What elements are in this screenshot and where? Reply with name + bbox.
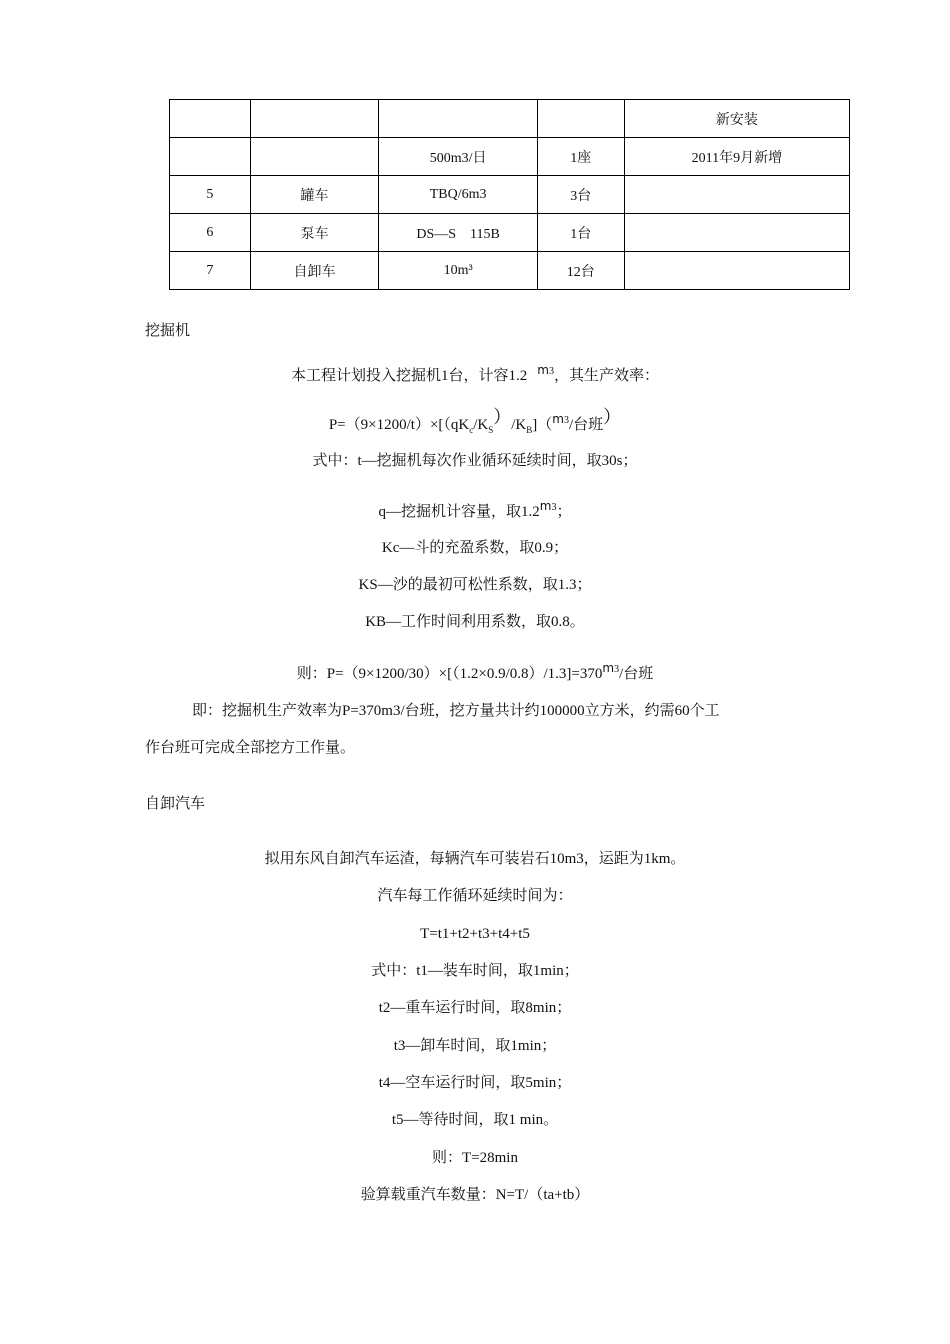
truck-formula: T=t1+t2+t3+t4+t5 [420,926,530,942]
truck-cycle-title: 汽车每工作循环延续时间为： [377,888,573,904]
table-cell-qty: 1台 [537,214,624,252]
table-cell-no: 7 [170,252,251,290]
table-cell-name: 泵车 [250,214,379,252]
truck-t4: t4—空车运行时间，取5min； [378,1075,572,1091]
formula-part: /K [511,417,527,433]
formula-sub: c [469,425,474,435]
table-cell-note: 新安装 [624,100,849,138]
table-row [170,100,850,138]
table-row [170,176,850,214]
truck-check: 验算载重汽车数量：N=T/（ta+tb） [360,1187,590,1203]
table-cell-qty: 3台 [537,176,624,214]
table-cell-qty: 1座 [537,138,624,176]
excavator-q [0,496,950,522]
table-row [170,252,850,290]
truck-t5: t5—等待时间，取1 min。 [391,1112,559,1128]
result-text: 则：P=（9×1200/30）×[（1.2×0.9/0.8）/1.3]=370 [296,666,603,682]
formula-paren: ） [493,407,512,427]
formula-sub: B [526,425,533,435]
formula-sub: S [488,425,494,435]
table-cell-note [624,214,849,252]
unit-m: m [539,499,552,513]
table-cell-note: 2011年9月新增 [624,138,849,176]
excavator-summary-line2: 作台班可完成全部挖方工作量。 [145,740,356,756]
table-cell-no: 6 [170,214,251,252]
truck-intro: 拟用东风自卸汽车运渣，每辆汽车可装岩石10m3，运距为1km。 [264,851,686,867]
unit-sup: 3 [548,366,554,377]
table-row [170,214,850,252]
formula-part: P=（9×1200/t）×[（qK [328,417,470,433]
excavator-kc: Kc—斗的充盈系数，取0.9； [381,540,569,556]
formula-part: /台班 [568,417,604,433]
unit-sup: 3 [614,664,620,675]
truck-t3: t3—卸车时间，取1min； [393,1038,557,1054]
q-text: q—挖掘机计容量，取1.2 [378,504,540,520]
result-tail: /台班 [619,666,654,682]
excavator-where: 式中：t—挖掘机每次作业循环延续时间，取30s； [312,453,638,469]
formula-part: ]（ [532,417,553,433]
table-cell-model: 500m3/日 [379,138,538,176]
truck-t1: 式中：t1—装车时间，取1min； [371,963,579,979]
excavator-formula [0,407,950,440]
table-cell-name: 自卸车 [250,252,379,290]
table-cell-model: TBQ/6m3 [379,176,538,214]
table-cell-note [624,176,849,214]
section-heading-excavator: 挖掘机 [145,323,191,339]
unit-m: m [602,661,615,675]
table-cell-qty [537,100,624,138]
table-cell-model: 10m³ [379,252,538,290]
excavator-ks: KS—沙的最初可松性系数，取1.3； [358,577,592,593]
formula-paren: ） [603,407,622,427]
excavator-summary-line1: 即：挖掘机生产效率为P=370m3/台班，挖方量共计约100000立方米，约需60个工 [192,703,720,719]
table-cell-note [624,252,849,290]
unit-sup: 3 [563,415,569,426]
table-row [170,138,850,176]
q-end: ； [556,504,572,520]
unit-m: m [537,363,549,377]
unit-sup: 3 [551,502,557,513]
formula-part: /K [473,417,489,433]
table-cell-name [250,138,379,176]
excavator-intro [0,360,950,386]
table-cell-name: 罐车 [250,176,379,214]
equipment-table [169,99,850,290]
truck-result: 则：T=28min [432,1150,518,1166]
table-cell-name [250,100,379,138]
table-cell-model [379,100,538,138]
table-cell-no [170,138,251,176]
table-cell-qty: 12台 [537,252,624,290]
excavator-result [0,658,950,684]
excavator-intro-text: 本工程计划投入挖掘机1台，计容1.2 [291,368,528,384]
table-cell-model: DS—S 115B [379,214,538,252]
excavator-kb: KB—工作时间利用系数，取0.8。 [365,614,585,630]
table-cell-no [170,100,251,138]
section-heading-truck: 自卸汽车 [145,796,206,812]
excavator-intro-tail: ，其生产效率： [553,368,659,384]
unit-m: m [552,412,564,426]
truck-t2: t2—重车运行时间，取8min； [378,1000,572,1016]
table-cell-no: 5 [170,176,251,214]
